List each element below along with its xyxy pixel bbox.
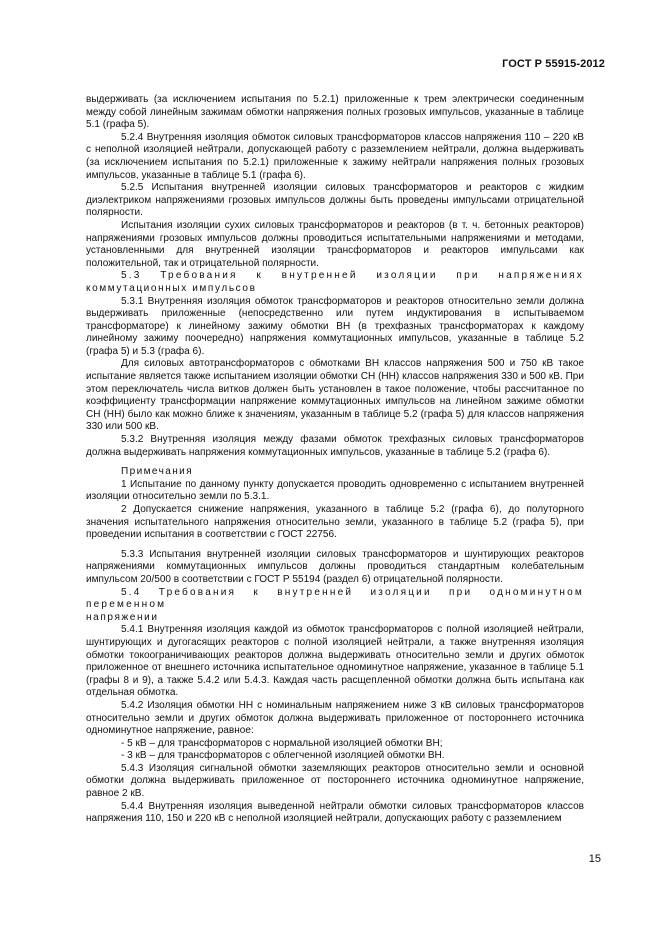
notes-heading: Примечания	[121, 466, 194, 478]
section-heading-5-4-line1: 5.4 Требования к внутренней изоляции при одноминутном переменном	[86, 586, 584, 611]
document-code: ГОСТ Р 55915-2012	[502, 58, 605, 70]
paragraph-5-4-4: 5.4.4 Внутренняя изоляция выведенной нейтрали обмотки силовых трансформаторов классов напряжения 110, 150 и 220 кВ с неполной изоляцией нейтрали, допускающих работу с разземлением	[86, 800, 584, 825]
paragraph-5-3-3: 5.3.3 Испытания внутренней изоляции силовых трансформаторов и шунтирующих реакторов напряжениями коммутационных импульсов должны проводиться стандартным колебательным импульсом 20/500 в соответствии с ГОСТ Р 55194 (раздел 6) отрицательной полярности.	[86, 548, 584, 585]
paragraph-5-3-1: 5.3.1 Внутренняя изоляция обмоток трансформаторов и реакторов относительно земли должна выдерживать приложенные (непосредственно или путем индуктирования в испытываемом трансформаторе) к линейному зажиму обмотки ВН (в трехфазных трансформаторах к каждому линейному зажиму поочередно) напряжения коммутационных импульсов, указанные в таблице 5.2 (графа 5) и 5.3 (графа 6).	[86, 295, 584, 357]
list-item: - 5 кВ – для трансформаторов с нормальной изоляцией обмотки ВН;	[121, 737, 443, 749]
section-heading-5-3-line1: 5.3 Требования к внутренней изоляции при напряжениях	[121, 270, 584, 282]
paragraph-dry-insulation-tests: Испытания изоляции сухих силовых трансформаторов и реакторов (в т. ч. бетонных реакторов) напряжениями грозовых импульсов должны проводиться испытательными напряжениями и методами, установленными для внутренней изоляции трансформаторов и реакторов импульсами как положительной, так и отрицательной полярности.	[86, 219, 584, 269]
paragraph-autotransformers: Для силовых автотрансформаторов с обмотками ВН классов напряжения 500 и 750 кВ такое испытание является также испытанием изоляции обмотки СН (НН) классов напряжения 330 и 500 кВ. При этом переключатель числа витков должен быть установлен в такое положение, чтобы рассчитанное по коэффициенту трансформации напряжение коммутационных импульсов на линейном зажиме обмотки СН (НН) было как можно ближе к значениям, указанным в таблице 5.2 (графа 5) для классов напряжения 330 или 500 кВ.	[86, 358, 584, 433]
note-2: 2 Допускается снижение напряжения, указанного в таблице 5.2 (графа 6), до полуторного значения испытательного напряжения относительно земли, указанного в таблице 5.2 (графа 5), при проведении испытания в соответствии с ГОСТ 22756.	[86, 504, 584, 541]
paragraph-5-4-1: 5.4.1 Внутренняя изоляция каждой из обмоток трансформаторов с полной изоляцией нейтрали, шунтирующих и дугогасящих реакторов с полной изоляцией нейтрали, а также внутренняя изоляция обмотки токоограничивающих реакторов должна выдерживать относительно земли и других обмоток приложенное от внешнего источника испытательное одноминутное напряжение, указанное в таблице 5.1 (графы 8 и 9), а также 5.4.2 или 5.4.3. Каждая часть расщепленной обмотки должна быть испытана как отдельная обмотка.	[86, 624, 584, 699]
document-body	[86, 94, 584, 826]
section-heading-5-3-line2: коммутационных импульсов	[86, 282, 257, 294]
paragraph-continuation: выдерживать (за исключением испытания по 5.2.1) приложенные к трем электрически соединенным между собой линейным зажимам обмотки напряжения полных грозовых импульсов, указанные в таблице 5.1 (графа 5).	[86, 94, 584, 131]
paragraph-5-4-3: 5.4.3 Изоляция сигнальной обмотки заземляющих реакторов относительно земли и основной обмотки должна выдерживать приложенное от постороннего источника одноминутное напряжение, равное 2 кВ.	[86, 762, 584, 800]
note-1: 1 Испытание по данному пункту допускается проводить одновременно с испытанием внутренней изоляции относительно земли по 5.3.1.	[86, 478, 584, 503]
paragraph-5-2-4: 5.2.4 Внутренняя изоляция обмоток силовых трансформаторов классов напряжения 110 – 220 кВ с неполной изоляцией нейтрали, допускающей работу с разземлением нейтрали, должна выдерживать (за исключением испытания по 5.2.1) приложенные к зажиму нейтрали напряжения полных грозовых импульсов, указанные в таблице 5.1 (графа 6).	[86, 131, 584, 181]
paragraph-5-3-2: 5.3.2 Внутренняя изоляция между фазами обмоток трехфазных силовых трансформаторов должна выдерживать напряжения коммутационных импульсов, указанные в таблице 5.2 (графа 6).	[86, 434, 584, 458]
paragraph-5-4-2: 5.4.2 Изоляция обмотки НН с номинальным напряжением ниже 3 кВ силовых трансформаторов относительно земли и других обмоток должна выдерживать приложенное от постороннего источника одноминутное напряжение, равное:	[86, 699, 584, 737]
list-item: - 3 кВ – для трансформаторов с облегченной изоляцией обмотки ВН.	[121, 750, 445, 762]
section-heading-5-4-line2: напряжении	[86, 611, 159, 623]
page-number: 15	[588, 853, 601, 865]
paragraph-5-2-5: 5.2.5 Испытания внутренней изоляции силовых трансформаторов и реакторов с жидким диэлектриком напряжениями грозовых импульсов должны быть проведены импульсами отрицательной полярности.	[86, 182, 584, 219]
